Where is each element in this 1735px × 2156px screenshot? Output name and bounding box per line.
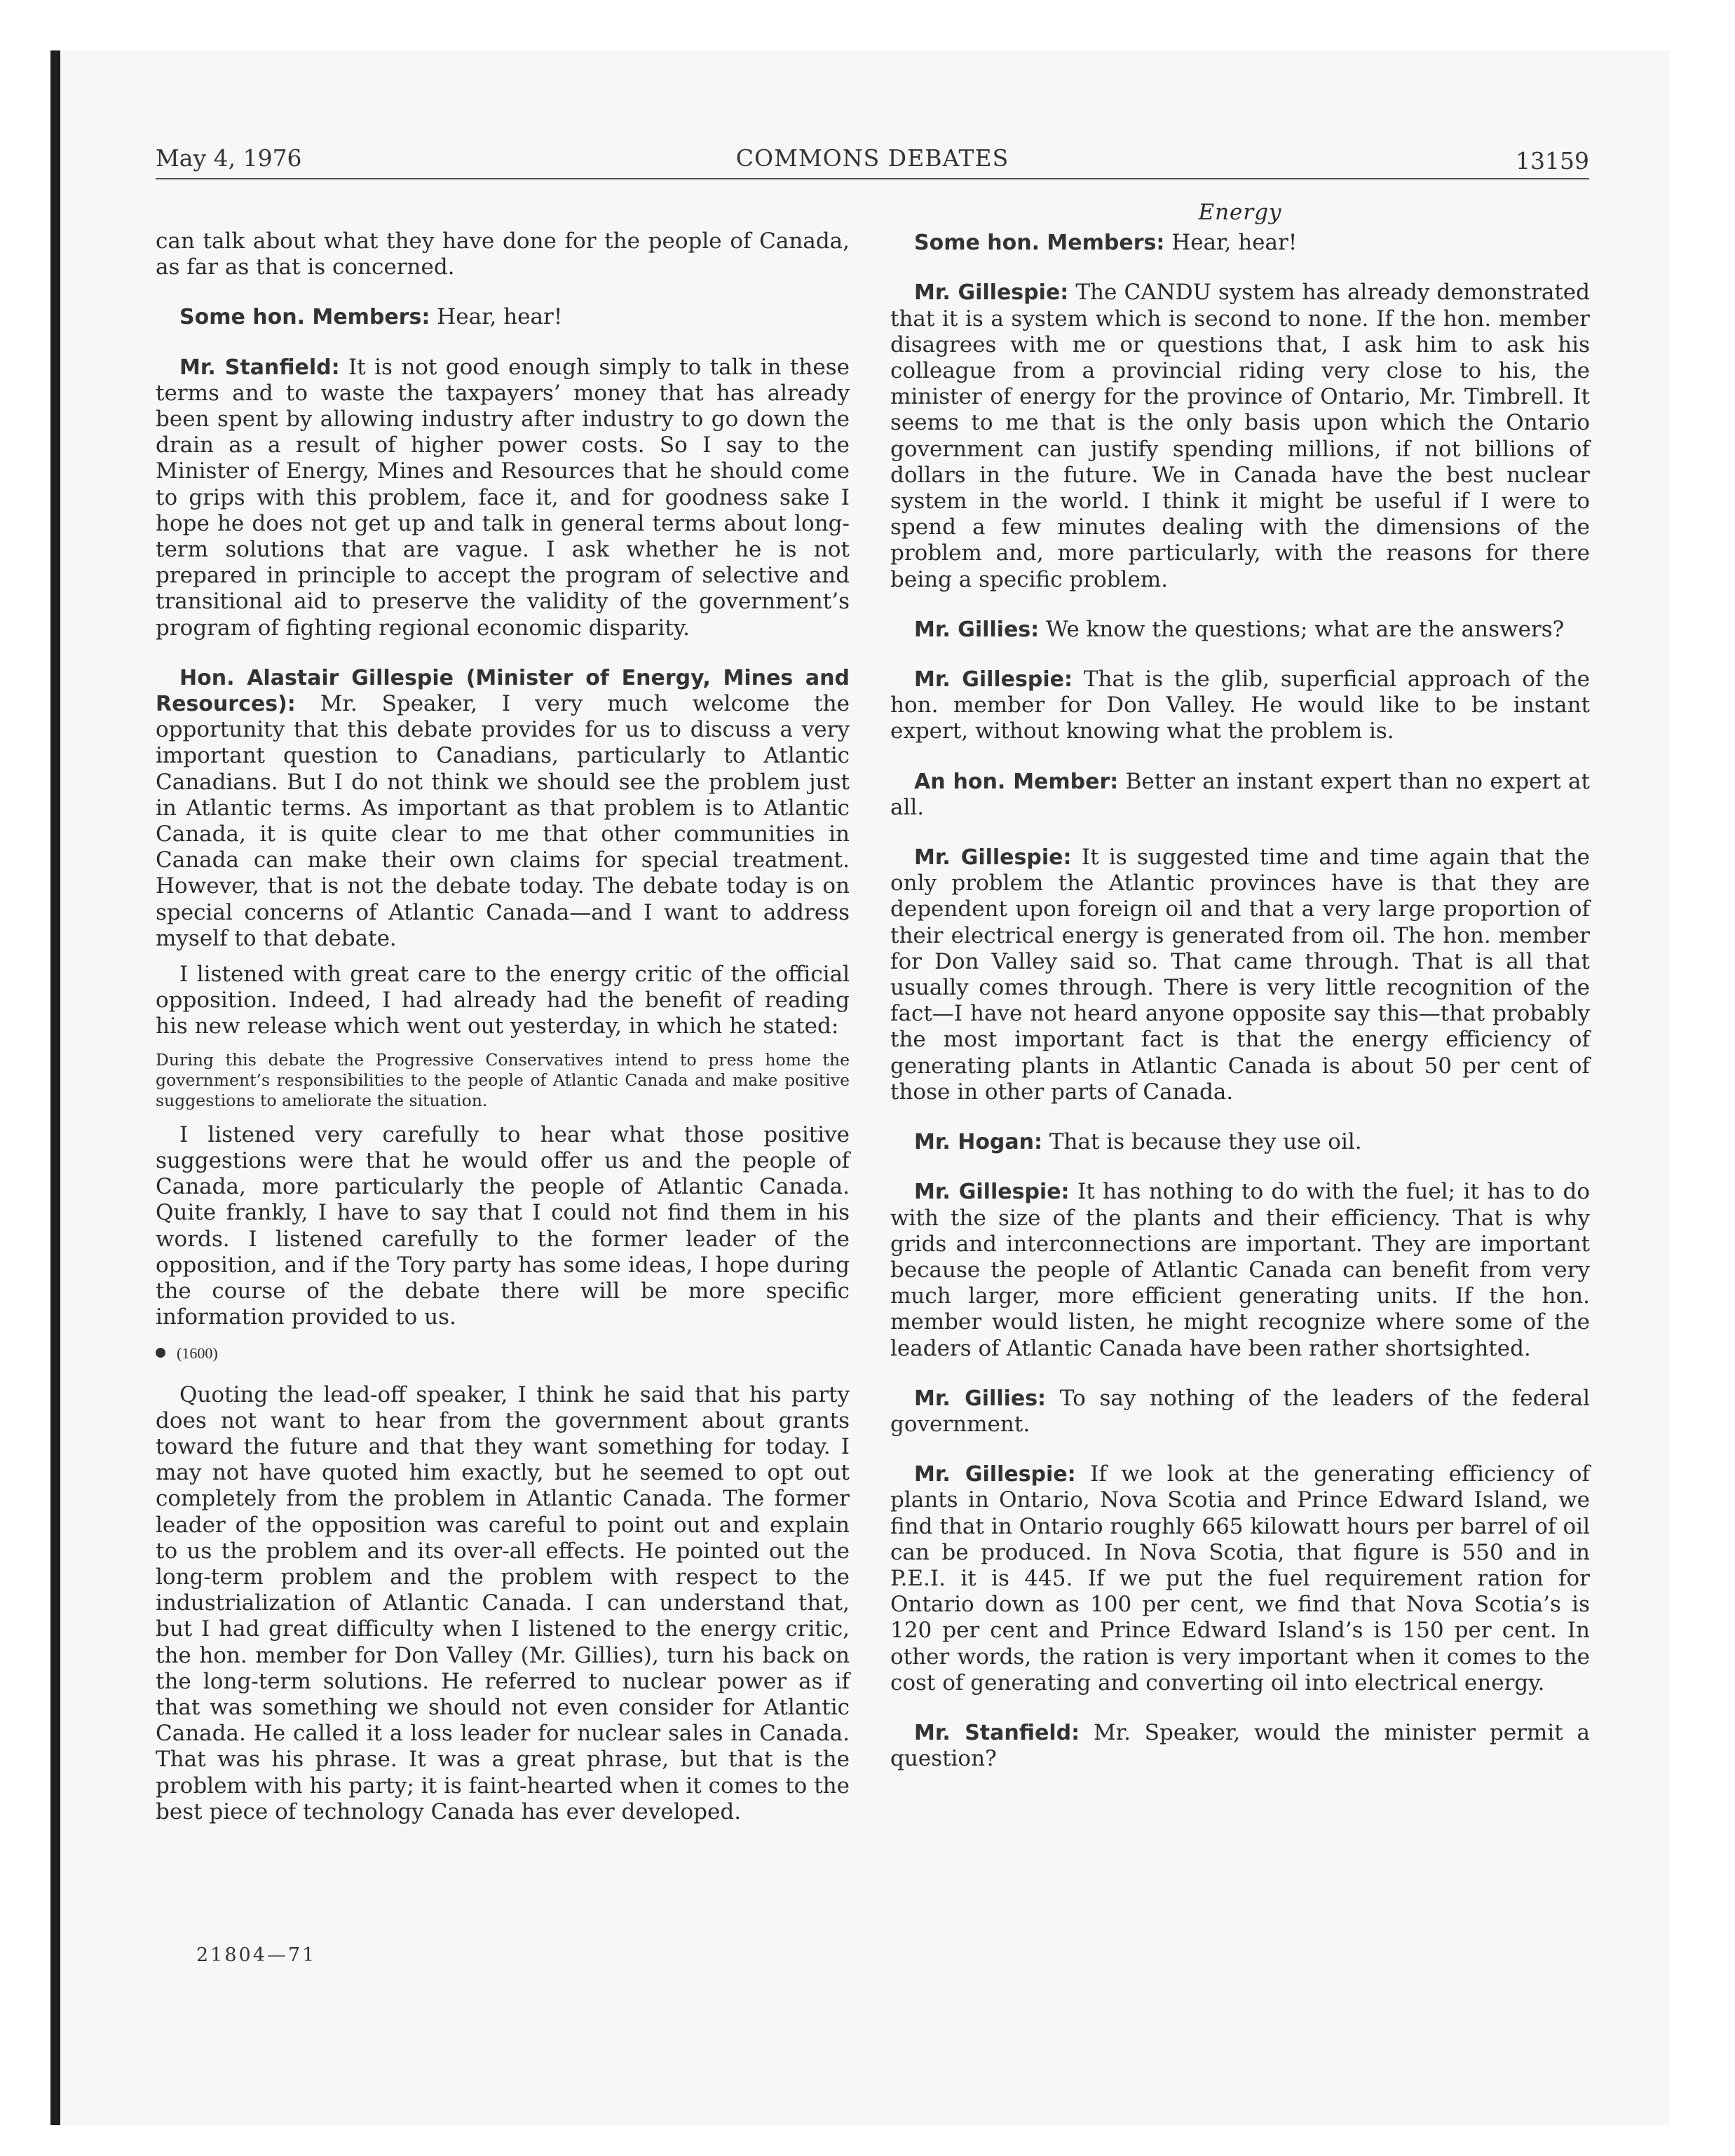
paragraph-text: To say nothing of the leaders of the federal government. [890, 1385, 1591, 1437]
footer-code: 21804—71 [196, 1944, 317, 1966]
speech-paragraph [890, 280, 1590, 592]
speech-paragraph [890, 667, 1590, 745]
time-marker [156, 1340, 850, 1366]
paragraph-text: That is because they use oil. [1042, 1129, 1362, 1155]
right-column [890, 200, 1590, 1796]
speech-paragraph [890, 1720, 1590, 1772]
text-paragraph [156, 1122, 850, 1331]
speaker-name: Mr. Gillespie: [914, 845, 1072, 871]
text-paragraph [156, 228, 850, 280]
speech-paragraph [890, 1386, 1590, 1438]
paragraph-text: We know the questions; what are the answers? [1039, 616, 1565, 642]
paragraph-text: It has nothing to do with the fuel; it has to do with the size of the plants and their efficiency. That is why grids and interconnections are important. They are important because the people of Atlantic Canada can benefit from very much larger, more efficient generating units. If the hon. member would listen, he might recognize where some of the leaders of Atlantic Canada have been rather shortsighted. [890, 1179, 1590, 1361]
speech-paragraph [156, 304, 850, 330]
paragraph-text: If we look at the generating efficiency of plants in Ontario, Nova Scotia and Prince Edward Island, we find that in Ontario roughly 665 kilowatt hours per barrel of oil can be produced. In Nova Scotia, that figure is 550 and in P.E.I. it is 445. If we put the fuel requirement ration for Ontario down as 100 per cent, we find that Nova Scotia’s is 120 per cent and Prince Edward Island’s is 150 per cent. In other words, the ration is very important when it comes to the cost of generating and converting oil into electrical energy. [890, 1461, 1590, 1696]
page-header [156, 142, 1589, 179]
text-paragraph [156, 962, 850, 1040]
paragraph-text: Mr. Speaker, I very much welcome the opportunity that this debate provides for us to discuss a very important question to Canadians, particularly to Atlantic Canadians. But I do not think we should see the problem just in Atlantic terms. As important as that problem is to Atlantic Canada, it is quite clear to me that other communities in Canada can make their own claims for special treatment. However, that is not the debate today. The debate today is on special concerns of Atlantic Canada—and I want to address myself to that debate. [156, 691, 850, 951]
paragraph-text: Hear, hear! [1164, 230, 1298, 256]
paragraph-text: can talk about what they have done for the people of Canada, as far as that is concerned. [156, 228, 850, 280]
speech-paragraph [156, 355, 850, 641]
time-marker-text: (1600) [177, 1344, 218, 1363]
paragraph-text: That is the glib, superficial approach of the hon. member for Don Valley. He would like to be instant expert, without knowing what the problem is. [890, 667, 1590, 744]
header-date: May 4, 1976 [156, 144, 302, 172]
paragraph-text: The CANDU system has already demonstrated that it is a system which is second to none. If the hon. member disagrees with me or questions that, I ask him to ask his colleague from a provincial riding very close to his, the minister of energy for the province of Ontario, Mr. Timbrell. It seems to me that is the only basis upon which the Ontario government can justify spending millions, if not billions of dollars in the future. We in Canada have the best nuclear system in the world. I think it might be useful if I were to spend a few minutes dealing with the dimensions of the problem and, more particularly, with the reasons for there being a specific problem. [890, 280, 1590, 592]
speaker-name: Mr. Gillies: [914, 617, 1040, 642]
speaker-name: Mr. Stanfield: [179, 355, 340, 380]
header-page-number: 13159 [1516, 147, 1589, 175]
speech-paragraph [890, 617, 1590, 643]
header-publication: COMMONS DEBATES [735, 144, 1009, 172]
speaker-name: Mr. Gillespie: [914, 1462, 1076, 1487]
speaker-name: Mr. Gillespie: [914, 280, 1069, 306]
paragraph-text: Hear, hear! [430, 304, 563, 330]
speaker-name: Mr. Gillespie: [914, 1180, 1070, 1205]
speaker-name: Some hon. Members: [914, 231, 1165, 256]
speech-paragraph [890, 230, 1590, 256]
speech-paragraph [890, 769, 1590, 821]
bullet-icon [156, 1348, 165, 1358]
paragraph-text: Mr. Speaker, would the minister permit a question? [890, 1719, 1590, 1772]
speech-paragraph [890, 845, 1590, 1105]
speaker-name: Mr. Gillespie: [914, 667, 1073, 692]
speaker-name: Mr. Stanfield: [914, 1720, 1080, 1745]
speech-paragraph [156, 665, 850, 952]
paragraph-text: I listened very carefully to hear what those positive suggestions were that he would offer us and the people of Canada, more particularly the people of Atlantic Canada. Quite frankly, I have to say that I could not find them in his words. I listened carefully to the former leader of the opposition, and if the Tory party has some ideas, I hope during the course of the debate there will be more specific information provided to us. [156, 1121, 850, 1330]
speaker-name: Mr. Gillies: [914, 1386, 1047, 1411]
paragraph-text: It is not good enough simply to talk in these terms and to waste the taxpayers’ money that has already been spent by allowing industry after industry to go down the drain as a result of higher power costs. So I say to the Minister of Energy, Mines and Resources that he should come to grips with this problem, face it, and for goodness sake I hope he does not get up and talk in general terms about long-term solutions that are vague. I ask whether he is not prepared in principle to accept the program of selective and transitional aid to preserve the validity of the government’s program of fighting regional economic disparity. [156, 354, 850, 641]
speaker-name: An hon. Member: [914, 769, 1119, 794]
speaker-name: Some hon. Members: [179, 305, 430, 330]
text-paragraph [156, 1382, 850, 1825]
speaker-name: Mr. Hogan: [914, 1130, 1043, 1155]
paragraph-text: I listened with great care to the energy critic of the official opposition. Indeed, I had already had the benefit of reading his new release which went out yesterday, in which he stated: [156, 962, 850, 1039]
paragraph-text: Better an instant expert than no expert at all. [890, 768, 1590, 820]
speech-paragraph [890, 1129, 1590, 1155]
left-column [156, 228, 850, 1849]
speaker-name: Hon. Alastair Gillespie (Minister of Energy, Mines and Resources): [156, 665, 850, 717]
scan-edge [50, 50, 60, 2125]
paragraph-text: It is suggested time and time again that the only problem the Atlantic provinces have is that they are dependent upon foreign oil and that a very large proportion of their electrical energy is generated from oil. The hon. member for Don Valley said so. That came through. That is all that usually comes through. There is very little recognition of the fact—I have not heard anyone opposite say this—that probably the most important fact is that the energy efficiency of generating plants in Atlantic Canada is about 50 per cent of those in other parts of Canada. [890, 845, 1590, 1105]
speech-paragraph [890, 1461, 1590, 1696]
section-title: Energy [1198, 200, 1282, 225]
block-quote: During this debate the Progressive Conservatives intend to press home the government’s responsibilities to the people of Atlantic Canada and make positive suggestions to ameliorate the situation. [156, 1049, 850, 1110]
speech-paragraph [890, 1179, 1590, 1361]
paragraph-text: Quoting the lead-off speaker, I think he said that his party does not want to hear from the government about grants toward the future and that they want something for today. I may not have quoted him exactly, but he seemed to opt out completely from the problem in Atlantic Canada. The former leader of the opposition was careful to point out and explain to us the problem and its over-all effects. He pointed out the long-term problem and the problem with respect to the industrialization of Atlantic Canada. I can understand that, but I had great difficulty when I listened to the energy critic, the hon. member for Don Valley (Mr. Gillies), turn his back on the long-term solutions. He referred to nuclear power as if that was something we should not even consider for Atlantic Canada. He called it a loss leader for nuclear sales in Canada. That was his phrase. It was a great phrase, but that is the problem with his party; it is faint-hearted when it comes to the best piece of technology Canada has ever developed. [156, 1381, 850, 1824]
